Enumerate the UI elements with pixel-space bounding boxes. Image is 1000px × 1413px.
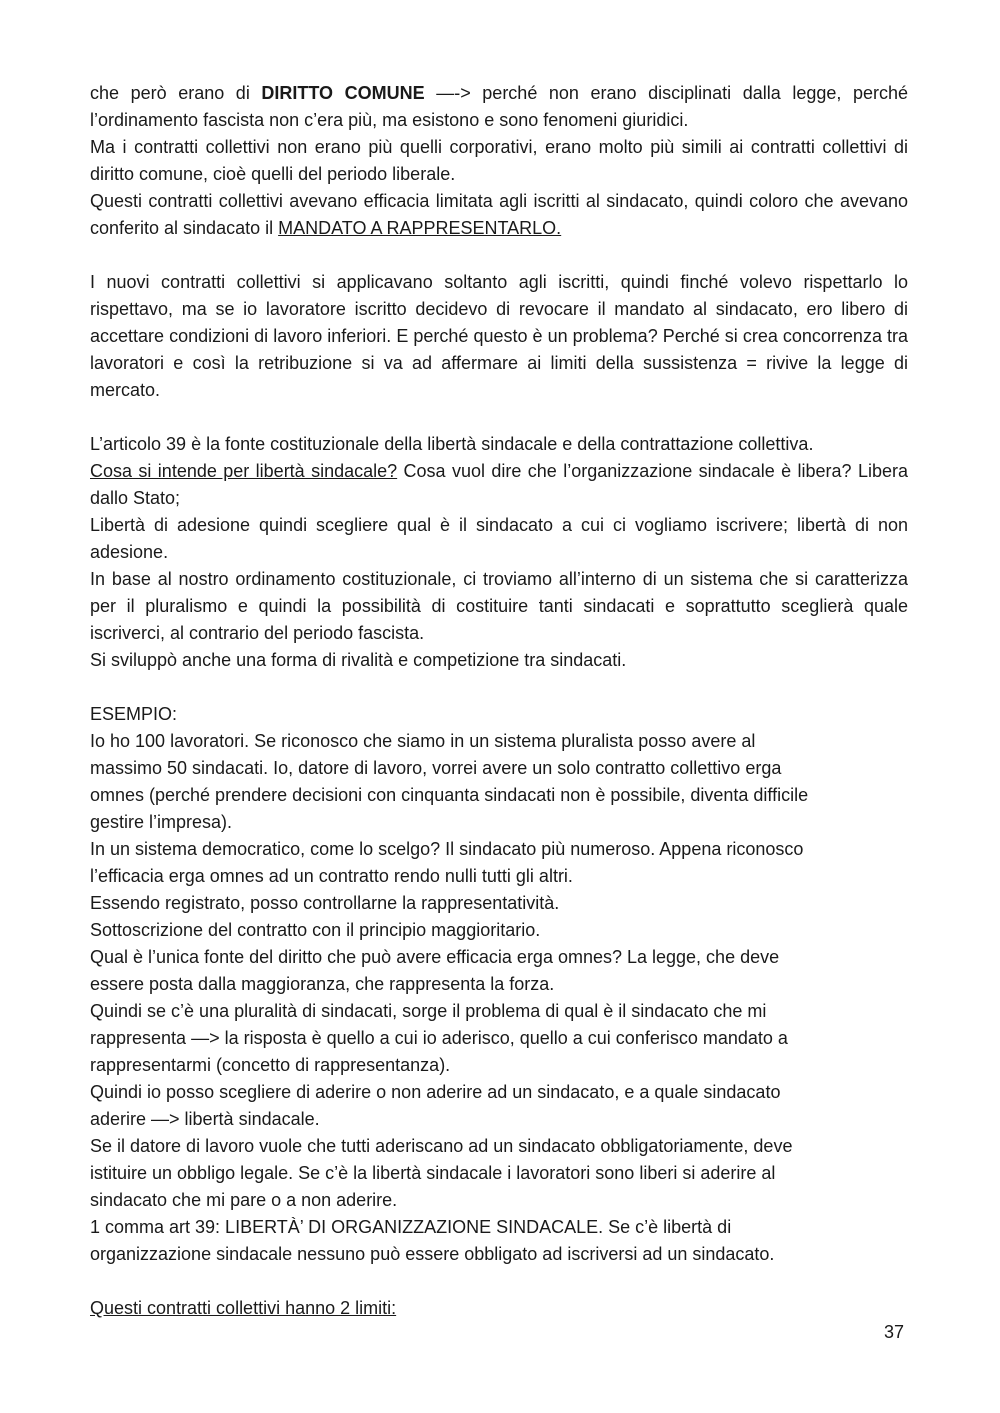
bold-term: DIRITTO COMUNE bbox=[261, 83, 425, 103]
example-line: Sottoscrizione del contratto con il principio maggioritario. bbox=[90, 920, 541, 940]
example-line: organizzazione sindacale nessuno può essere obbligato ad iscriversi ad un sindacato. bbox=[90, 1244, 775, 1264]
example-line: istituire un obbligo legale. Se c’è la libertà sindacale i lavoratori sono liberi si aderire al bbox=[90, 1163, 776, 1183]
example-line: In un sistema democratico, come lo scelgo? Il sindacato più numeroso. Appena riconosco bbox=[90, 839, 804, 859]
example-line: 1 comma art 39: LIBERTÀ’ DI ORGANIZZAZIONE SINDACALE. Se c’è libertà di bbox=[90, 1217, 732, 1237]
underlined-term: MANDATO A RAPPRESENTARLO. bbox=[278, 218, 562, 238]
blank-line bbox=[90, 1268, 908, 1295]
example-line: rappresentarmi (concetto di rappresentanza). bbox=[90, 1055, 451, 1075]
paragraph-pluralismo: In base al nostro ordinamento costituzionale, ci troviamo all’interno di un sistema che si caratterizza per il pluralismo e quindi la possibilità di costituire tanti sindacati e soprattutto sceglierà quale iscriverci, al contrario del periodo fascista. bbox=[90, 569, 908, 643]
example-line: Quindi se c’è una pluralità di sindacati, sorge il problema di qual è il sindacato che mi bbox=[90, 1001, 767, 1021]
example-line: rappresenta —> la risposta è quello a cui io aderisco, quello a cui conferisco mandato a bbox=[90, 1028, 788, 1048]
example-line: Quindi io posso scegliere di aderire o non aderire ad un sindacato, e a quale sindacato bbox=[90, 1082, 781, 1102]
example-line: Io ho 100 lavoratori. Se riconosco che siamo in un sistema pluralista posso avere al bbox=[90, 731, 756, 751]
paragraph-diritto-comune bbox=[90, 80, 908, 134]
paragraph-contratti-corporativi: Ma i contratti collettivi non erano più quelli corporativi, erano molto più simili ai contratti collettivi di diritto comune, cioè quelli del periodo liberale. bbox=[90, 137, 908, 184]
blank-line bbox=[90, 674, 908, 701]
text-run: Cosa vuol dire che l’organizzazione sindacale è libera? Libera dallo Stato; bbox=[90, 461, 908, 508]
example-line: aderire —> libertà sindacale. bbox=[90, 1109, 320, 1129]
example-line: Essendo registrato, posso controllarne la rappresentatività. bbox=[90, 893, 560, 913]
example-line: Qual è l’unica fonte del diritto che può avere efficacia erga omnes? La legge, che deve bbox=[90, 947, 780, 967]
blank-line bbox=[90, 242, 908, 269]
paragraph-articolo-39: L’articolo 39 è la fonte costituzionale della libertà sindacale e della contrattazione collettiva. bbox=[90, 434, 814, 454]
underlined-question: Cosa si intende per libertà sindacale? bbox=[90, 461, 398, 481]
text-run: che però erano di bbox=[90, 83, 262, 103]
example-heading: ESEMPIO: bbox=[90, 704, 178, 724]
document-page bbox=[90, 80, 908, 1322]
text-run: Questi contratti collettivi avevano efficacia limitata agli iscritti al sindacato, quindi coloro che avevano conferito al sindacato il bbox=[90, 191, 908, 238]
paragraph-nuovi-contratti: I nuovi contratti collettivi si applicavano soltanto agli iscritti, quindi finché volevo rispettarlo lo rispettavo, ma se io lavoratore iscritto decidevo di revocare il mandato al sindacato, ero libero di accettare condizioni di lavoro inferiori. E perché questo è un problema? Perché si crea concorrenza tra lavoratori e così la retribuzione si va ad affermare ai limiti della sussistenza = rivive la legge di mercato. bbox=[90, 272, 908, 400]
example-line: Se il datore di lavoro vuole che tutti aderiscano ad un sindacato obbligatoriamente, deve bbox=[90, 1136, 793, 1156]
blank-line bbox=[90, 404, 908, 431]
paragraph-efficacia-limitata bbox=[90, 188, 908, 242]
paragraph-liberta-sindacale bbox=[90, 458, 908, 512]
example-line: essere posta dalla maggioranza, che rappresenta la forza. bbox=[90, 974, 555, 994]
section-heading-limiti: Questi contratti collettivi hanno 2 limiti: bbox=[90, 1298, 397, 1318]
page-number: 37 bbox=[883, 1322, 904, 1342]
example-line: l’efficacia erga omnes ad un contratto rendo nulli tutti gli altri. bbox=[90, 866, 573, 886]
text-run: —-> perché non erano disciplinati dalla legge, perché l’ordinamento fascista non c’era più, ma esistono e sono fenomeni giuridici. bbox=[90, 83, 908, 130]
example-line: sindacato che mi pare o a non aderire. bbox=[90, 1190, 398, 1210]
example-line: massimo 50 sindacati. Io, datore di lavoro, vorrei avere un solo contratto collettivo erga bbox=[90, 758, 782, 778]
paragraph-rivalita: Si sviluppò anche una forma di rivalità e competizione tra sindacati. bbox=[90, 650, 627, 670]
example-line: gestire l’impresa). bbox=[90, 812, 233, 832]
paragraph-liberta-adesione: Libertà di adesione quindi scegliere qual è il sindacato a cui ci vogliamo iscrivere; libertà di non adesione. bbox=[90, 515, 908, 562]
example-block bbox=[90, 728, 908, 1268]
example-line: omnes (perché prendere decisioni con cinquanta sindacati non è possibile, diventa difficile bbox=[90, 785, 809, 805]
